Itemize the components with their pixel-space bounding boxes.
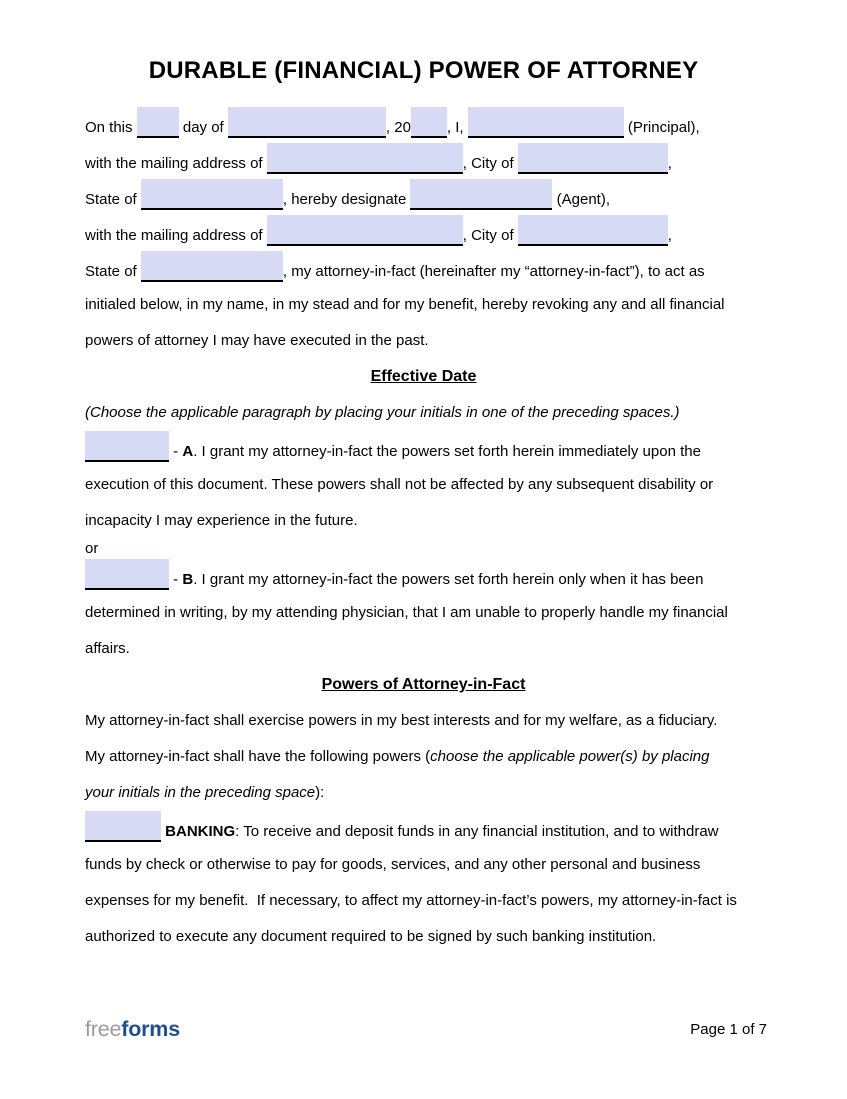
document-body — [85, 107, 762, 955]
revocation-line-1-text: initialed below, in my name, in my stead and for my benefit, hereby revoking any and all financial — [85, 296, 725, 313]
page-number: Page 1 of 7 — [690, 1020, 767, 1038]
powers-intro-line-3-text: ): — [315, 784, 325, 801]
agent-address-line-text: , City of — [462, 227, 518, 244]
banking-line-3 — [85, 883, 762, 919]
agent-address-field[interactable] — [267, 215, 463, 246]
revocation-line-2-text: powers of attorney I may have executed in the past. — [85, 332, 429, 349]
powers-intro-line-3-text: your initials in the preceding space — [85, 784, 316, 801]
effective-date-heading-text: Effective Date — [370, 368, 477, 385]
agent-state-attorney-line-text: , my attorney-in-fact (hereinafter my “attorney-in-fact”), to act as — [282, 263, 705, 280]
powers-intro-line-1-text: My attorney-in-fact shall exercise powers in my best interests and for my welfare, as a fiduciary. — [85, 712, 718, 729]
freeforms-logo — [85, 1017, 180, 1042]
option-b-line-3-text: affairs. — [85, 640, 130, 657]
banking-line-2-text: funds by check or otherwise to pay for goods, services, and any other personal and business — [85, 856, 701, 873]
option-b-line-3 — [85, 631, 762, 667]
powers-intro-line-2 — [85, 739, 762, 775]
opening-date-principal-line-text: , 20 — [385, 119, 411, 136]
option-a-line-3 — [85, 503, 762, 539]
month-field[interactable] — [228, 107, 386, 138]
option-b-line-1 — [85, 559, 762, 595]
agent-state-attorney-line — [85, 251, 762, 287]
principal-address-line — [85, 143, 762, 179]
effective-date-instruction-text: (Choose the applicable paragraph by placing your initials in one of the preceding spaces.) — [85, 404, 680, 421]
agent-address-line-text: with the mailing address of — [85, 227, 267, 244]
option-b-line-2 — [85, 595, 762, 631]
banking-line-1-text: BANKING — [165, 823, 236, 840]
powers-intro-line-3 — [85, 775, 762, 811]
powers-intro-line-2-text: choose the applicable power(s) by placing — [430, 748, 710, 765]
agent-state-field[interactable] — [141, 251, 283, 282]
principal-address-field[interactable] — [267, 143, 463, 174]
principal-name-field[interactable] — [468, 107, 624, 138]
option-a-line-1-text: - — [169, 443, 183, 460]
powers-heading — [85, 667, 762, 703]
revocation-line-1 — [85, 287, 762, 323]
principal-state-agent-line — [85, 179, 762, 215]
option-a-line-1-text: A — [182, 443, 194, 460]
principal-city-field[interactable] — [518, 143, 668, 174]
logo-forms-text: forms — [121, 1016, 180, 1041]
opening-date-principal-line — [85, 107, 762, 143]
banking-line-1 — [85, 811, 762, 847]
principal-address-line-text: , City of — [462, 155, 518, 172]
powers-intro-line-1 — [85, 703, 762, 739]
logo-free-text: free — [85, 1016, 122, 1041]
effective-date-instruction — [85, 395, 762, 431]
agent-address-line — [85, 215, 762, 251]
opening-date-principal-line-text: On this — [85, 119, 137, 136]
agent-address-line-text: , — [667, 227, 672, 244]
year-field[interactable] — [411, 107, 447, 138]
principal-state-field[interactable] — [141, 179, 283, 210]
banking-initials-field[interactable] — [85, 811, 161, 842]
powers-heading-text: Powers of Attorney-in-Fact — [321, 676, 526, 693]
opening-date-principal-line-text: (Principal), — [623, 119, 700, 136]
principal-state-agent-line-text: (Agent), — [552, 191, 610, 208]
agent-state-attorney-line-text: State of — [85, 263, 141, 280]
banking-line-4 — [85, 919, 762, 955]
principal-address-line-text: , — [667, 155, 672, 172]
option-a-initials-field[interactable] — [85, 431, 169, 462]
or-separator — [85, 539, 762, 559]
banking-line-2 — [85, 847, 762, 883]
option-a-line-3-text: incapacity I may experience in the future. — [85, 512, 358, 529]
banking-line-4-text: authorized to execute any document required to be signed by such banking institution. — [85, 928, 657, 945]
revocation-line-2 — [85, 323, 762, 359]
agent-city-field[interactable] — [518, 215, 668, 246]
banking-line-3-text: expenses for my benefit. If necessary, to affect my attorney-in-fact’s powers, my attorney-in-fact is — [85, 892, 737, 909]
option-a-line-2-text: execution of this document. These powers shall not be affected by any subsequent disability or — [85, 476, 714, 493]
document-title: DURABLE (FINANCIAL) POWER OF ATTORNEY — [148, 57, 699, 84]
effective-date-heading — [85, 359, 762, 395]
opening-date-principal-line-text: , I, — [446, 119, 468, 136]
principal-address-line-text: with the mailing address of — [85, 155, 267, 172]
day-field[interactable] — [137, 107, 179, 138]
option-b-line-1-text: - — [169, 571, 183, 588]
option-b-line-1-text: . I grant my attorney-in-fact the powers set forth herein only when it has been — [193, 571, 704, 588]
footer — [85, 1014, 767, 1044]
agent-name-field[interactable] — [410, 179, 552, 210]
option-a-line-2 — [85, 467, 762, 503]
option-b-initials-field[interactable] — [85, 559, 169, 590]
option-a-line-1-text: . I grant my attorney-in-fact the powers set forth herein immediately upon the — [193, 443, 701, 460]
banking-line-1-text: : To receive and deposit funds in any financial institution, and to withdraw — [235, 823, 719, 840]
or-separator-text: or — [85, 540, 99, 557]
principal-state-agent-line-text: , hereby designate — [282, 191, 411, 208]
powers-intro-line-2-text: My attorney-in-fact shall have the following powers ( — [85, 748, 431, 765]
option-b-line-2-text: determined in writing, by my attending physician, that I am unable to properly handle my financial — [85, 604, 728, 621]
opening-date-principal-line-text: day of — [178, 119, 228, 136]
principal-state-agent-line-text: State of — [85, 191, 141, 208]
option-a-line-1 — [85, 431, 762, 467]
option-b-line-1-text: B — [182, 571, 194, 588]
